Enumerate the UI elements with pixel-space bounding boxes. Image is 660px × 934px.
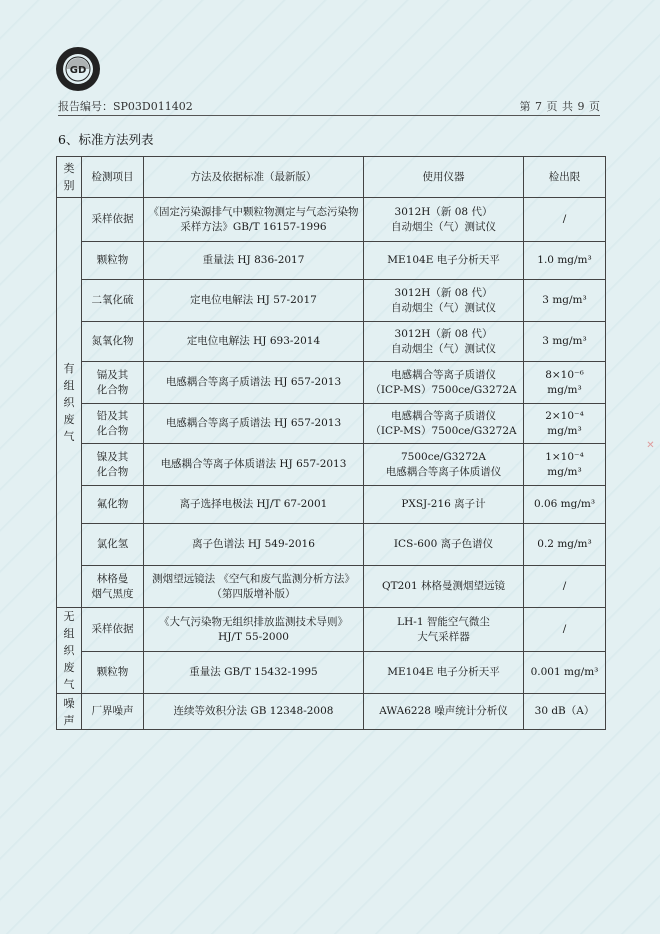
table-row xyxy=(57,322,606,362)
cell-limit: 2×10⁻⁴ mg/m³ xyxy=(524,404,606,444)
col-header-item: 检测项目 xyxy=(82,157,144,198)
table-row xyxy=(57,444,606,486)
table-row xyxy=(57,280,606,322)
col-header-limit: 检出限 xyxy=(524,157,606,198)
cell-limit: 30 dB（A） xyxy=(524,694,606,730)
cell-item: 厂界噪声 xyxy=(82,694,144,730)
cell-item: 镍及其 化合物 xyxy=(82,444,144,486)
table-row xyxy=(57,694,606,730)
cell-limit: / xyxy=(524,608,606,652)
cell-item: 铅及其 化合物 xyxy=(82,404,144,444)
cell-method: 《大气污染物无组织排放监测技术导则》 HJ/T 55-2000 xyxy=(144,608,364,652)
col-header-instrument: 使用仪器 xyxy=(364,157,524,198)
table-row xyxy=(57,608,606,652)
cell-instrument: PXSJ-216 离子计 xyxy=(364,486,524,524)
cell-method: 电感耦合等离子质谱法 HJ 657-2013 xyxy=(144,404,364,444)
table-row xyxy=(57,566,606,608)
cell-limit: 0.001 mg/m³ xyxy=(524,652,606,694)
cell-method: 离子色谱法 HJ 549-2016 xyxy=(144,524,364,566)
table-row xyxy=(57,404,606,444)
cell-instrument: ICS-600 离子色谱仪 xyxy=(364,524,524,566)
cell-item: 采样依据 xyxy=(82,198,144,242)
cell-item: 镉及其 化合物 xyxy=(82,362,144,404)
cell-item: 颗粒物 xyxy=(82,242,144,280)
cell-limit: / xyxy=(524,566,606,608)
cell-item: 氮氧化物 xyxy=(82,322,144,362)
cell-instrument: AWA6228 噪声统计分析仪 xyxy=(364,694,524,730)
cell-category: 无组织废气 xyxy=(57,608,82,694)
cell-instrument: QT201 林格曼测烟望远镜 xyxy=(364,566,524,608)
cell-category: 噪声 xyxy=(57,694,82,730)
table-row xyxy=(57,242,606,280)
cell-method: 连续等效积分法 GB 12348-2008 xyxy=(144,694,364,730)
cell-limit: 3 mg/m³ xyxy=(524,322,606,362)
company-seal-logo xyxy=(55,46,101,92)
cell-method: 重量法 HJ 836-2017 xyxy=(144,242,364,280)
cell-instrument: ME104E 电子分析天平 xyxy=(364,652,524,694)
cell-limit: 8×10⁻⁶ mg/m³ xyxy=(524,362,606,404)
cell-item: 氯化氢 xyxy=(82,524,144,566)
cell-method: 测烟望远镜法 《空气和废气监测分析方法》（第四版增补版） xyxy=(144,566,364,608)
cell-item: 氟化物 xyxy=(82,486,144,524)
table-header-row xyxy=(57,157,606,198)
cell-limit: 1.0 mg/m³ xyxy=(524,242,606,280)
col-header-category: 类别 xyxy=(57,157,82,198)
table-row xyxy=(57,652,606,694)
cell-limit: 1×10⁻⁴ mg/m³ xyxy=(524,444,606,486)
cell-limit: 0.06 mg/m³ xyxy=(524,486,606,524)
cell-item: 二氧化硫 xyxy=(82,280,144,322)
col-header-method: 方法及依据标准（最新版） xyxy=(144,157,364,198)
cell-method: 离子选择电极法 HJ/T 67-2001 xyxy=(144,486,364,524)
table-row xyxy=(57,524,606,566)
cell-instrument: ME104E 电子分析天平 xyxy=(364,242,524,280)
cell-instrument: LH-1 智能空气微尘 大气采样器 xyxy=(364,608,524,652)
cell-category: 有组织废气 xyxy=(57,198,82,608)
cell-method: 重量法 GB/T 15432-1995 xyxy=(144,652,364,694)
cell-instrument: 3012H（新 08 代） 自动烟尘（气）测试仪 xyxy=(364,280,524,322)
table-row xyxy=(57,362,606,404)
cell-limit: / xyxy=(524,198,606,242)
cell-instrument: 3012H（新 08 代） 自动烟尘（气）测试仪 xyxy=(364,198,524,242)
cell-instrument: 3012H（新 08 代） 自动烟尘（气）测试仪 xyxy=(364,322,524,362)
cell-method: 电感耦合等离子体质谱法 HJ 657-2013 xyxy=(144,444,364,486)
report-number: 报告编号：SP03D011402 xyxy=(58,100,193,113)
section-title: 6、标准方法列表 xyxy=(58,132,154,147)
cell-item: 颗粒物 xyxy=(82,652,144,694)
cell-method: 电感耦合等离子质谱法 HJ 657-2013 xyxy=(144,362,364,404)
cell-instrument: 电感耦合等离子质谱仪 （ICP-MS）7500ce/G3272A xyxy=(364,362,524,404)
cell-item: 林格曼 烟气黑度 xyxy=(82,566,144,608)
cell-limit: 3 mg/m³ xyxy=(524,280,606,322)
cell-method: 定电位电解法 HJ 693-2014 xyxy=(144,322,364,362)
cell-instrument: 电感耦合等离子质谱仪 （ICP-MS）7500ce/G3272A xyxy=(364,404,524,444)
cell-instrument: 7500ce/G3272A 电感耦合等离子体质谱仪 xyxy=(364,444,524,486)
table-row xyxy=(57,486,606,524)
cell-method: 定电位电解法 HJ 57-2017 xyxy=(144,280,364,322)
svg-text:GD: GD xyxy=(69,65,87,76)
page-info: 第 7 页 共 9 页 xyxy=(519,100,600,113)
header-divider xyxy=(58,115,600,116)
cell-limit: 0.2 mg/m³ xyxy=(524,524,606,566)
standard-method-table xyxy=(56,156,606,730)
table-row xyxy=(57,198,606,242)
cell-item: 采样依据 xyxy=(82,608,144,652)
page-edge-stamp-fragment: ✕ xyxy=(645,440,656,451)
cell-method: 《固定污染源排气中颗粒物测定与气态污染物采样方法》GB/T 16157-1996 xyxy=(144,198,364,242)
